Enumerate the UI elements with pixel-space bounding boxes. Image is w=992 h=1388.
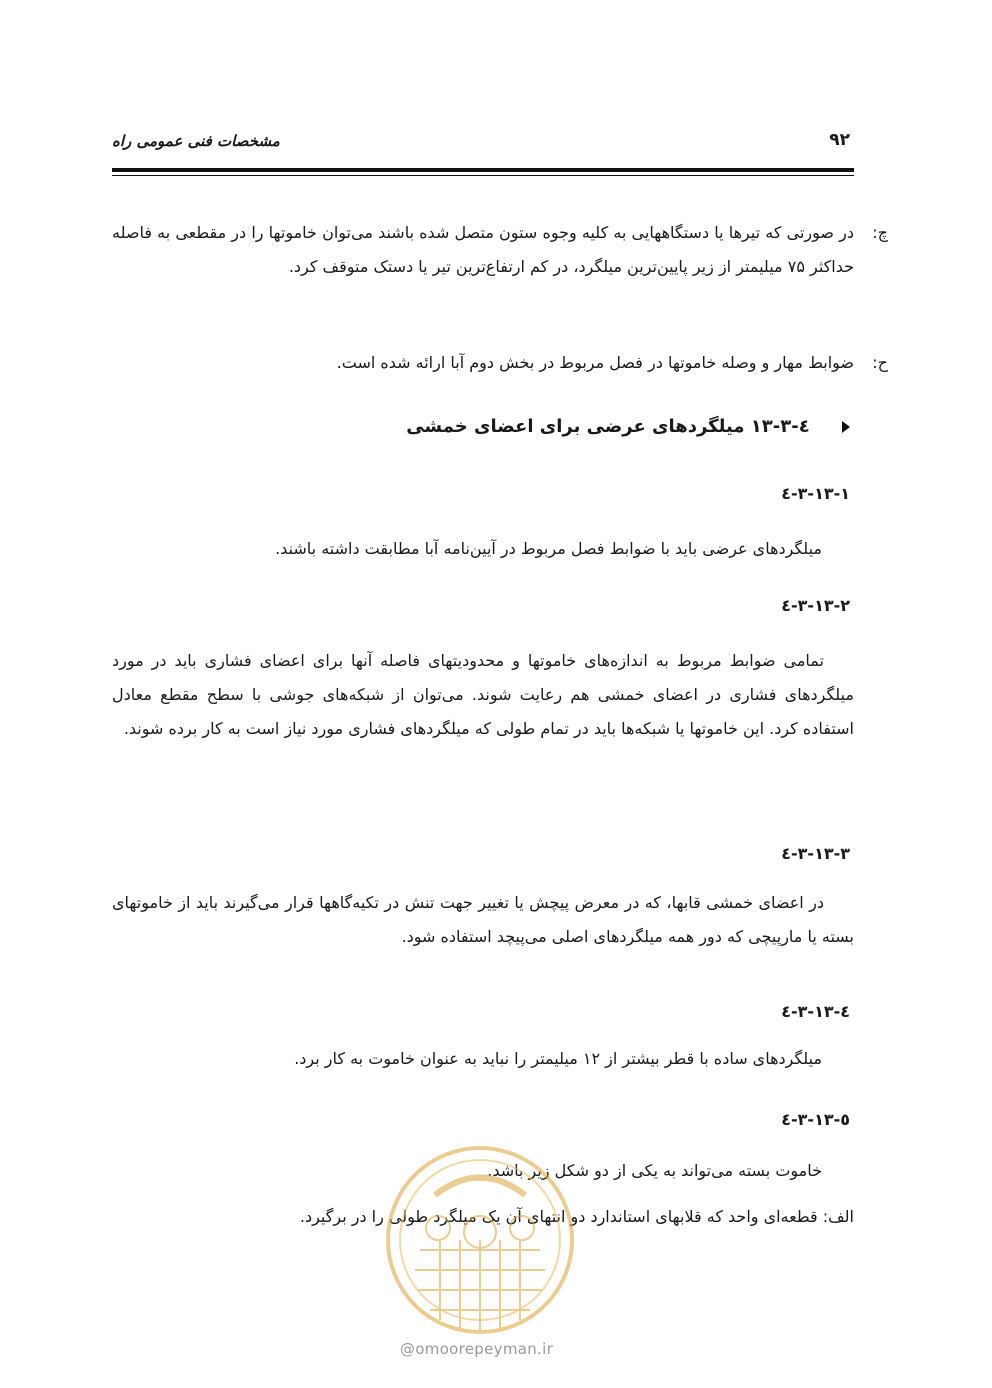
page-number: ۹۲ <box>829 130 850 150</box>
running-header-title: مشخصات فنی عمومی راه <box>112 132 280 150</box>
header-rule-thin <box>112 175 854 176</box>
subsection-number: ٥-١٣-٣-٤ <box>781 1110 850 1129</box>
subsection-text: خاموت بسته می‌تواند به یکی از دو شکل زیر باشد. <box>487 1161 822 1180</box>
list-item-che <box>112 216 888 284</box>
subsection-text: میلگردهای ساده با قطر بیشتر از ۱۲ میلیمتر را نباید به عنوان خاموت به کار برد. <box>294 1049 822 1068</box>
list-item-he <box>112 346 888 380</box>
section-heading-text: ٤-٣-١٣ میلگردهای عرضی برای اعضای خمشی <box>406 416 810 437</box>
list-marker: چ: <box>872 223 888 242</box>
list-item-text: قطعه‌ای واحد که قلابهای استاندارد دو انتهای آن یک میلگرد طولی را در برگیرد. <box>299 1207 818 1226</box>
subsection-number: ٢-١٣-٣-٤ <box>781 596 850 615</box>
list-marker: ح: <box>872 353 888 372</box>
list-marker: الف: <box>822 1207 854 1226</box>
list-item-text: در صورتی که تیرها یا دستگاههایی به کلیه وجوه ستون متصل شده باشند می‌توان خاموتها را در مقطعی به فاصله حداکثر ۷۵ میلیمتر از زیر پایین‌ترین میلگرد، در کم ارتفاع‌ترین تیر یا دستک متوقف کرد. <box>112 223 854 276</box>
triangle-bullet-icon <box>842 421 850 433</box>
subsection-number: ١-١٣-٣-٤ <box>781 484 850 503</box>
section-heading <box>406 416 850 437</box>
subsection-number: ٤-١٣-٣-٤ <box>781 1002 850 1021</box>
subsection-text: تمامی ضوابط مربوط به اندازه‌های خاموتها و محدودیتهای فاصله آنها برای اعضای فشاری باید در مورد میلگردهای فشاری در اعضای خمشی هم رعایت شوند. می‌توان از شبکه‌های جوشی با سطح مقطع معادل استفاده کرد. این خاموتها یا شبکه‌ها باید در تمام طولی که میلگردهای فشاری مورد نیاز است به کار برده شوند. <box>112 651 854 738</box>
subsection-text: در اعضای خمشی قابها، که در معرض پیچش یا تغییر جهت تنش در تکیه‌گاهها قرار می‌گیرند باید از خاموتهای بسته یا مارپیچی که دور همه میلگردهای اصلی می‌پیچد استفاده شود. <box>112 893 854 946</box>
list-item-text: ضوابط مهار و وصله خاموتها در فصل مربوط در بخش دوم آبا ارائه شده است. <box>336 353 854 372</box>
subsection-number: ٣-١٣-٣-٤ <box>781 844 850 863</box>
watermark-site-text: @omoorepeyman.ir <box>400 1340 554 1358</box>
header-rule-thick <box>112 168 854 172</box>
subsection-text: میلگردهای عرضی باید با ضوابط فصل مربوط در آیین‌نامه آبا مطابقت داشته باشند. <box>275 539 822 558</box>
watermark-logo-icon <box>380 1140 580 1340</box>
